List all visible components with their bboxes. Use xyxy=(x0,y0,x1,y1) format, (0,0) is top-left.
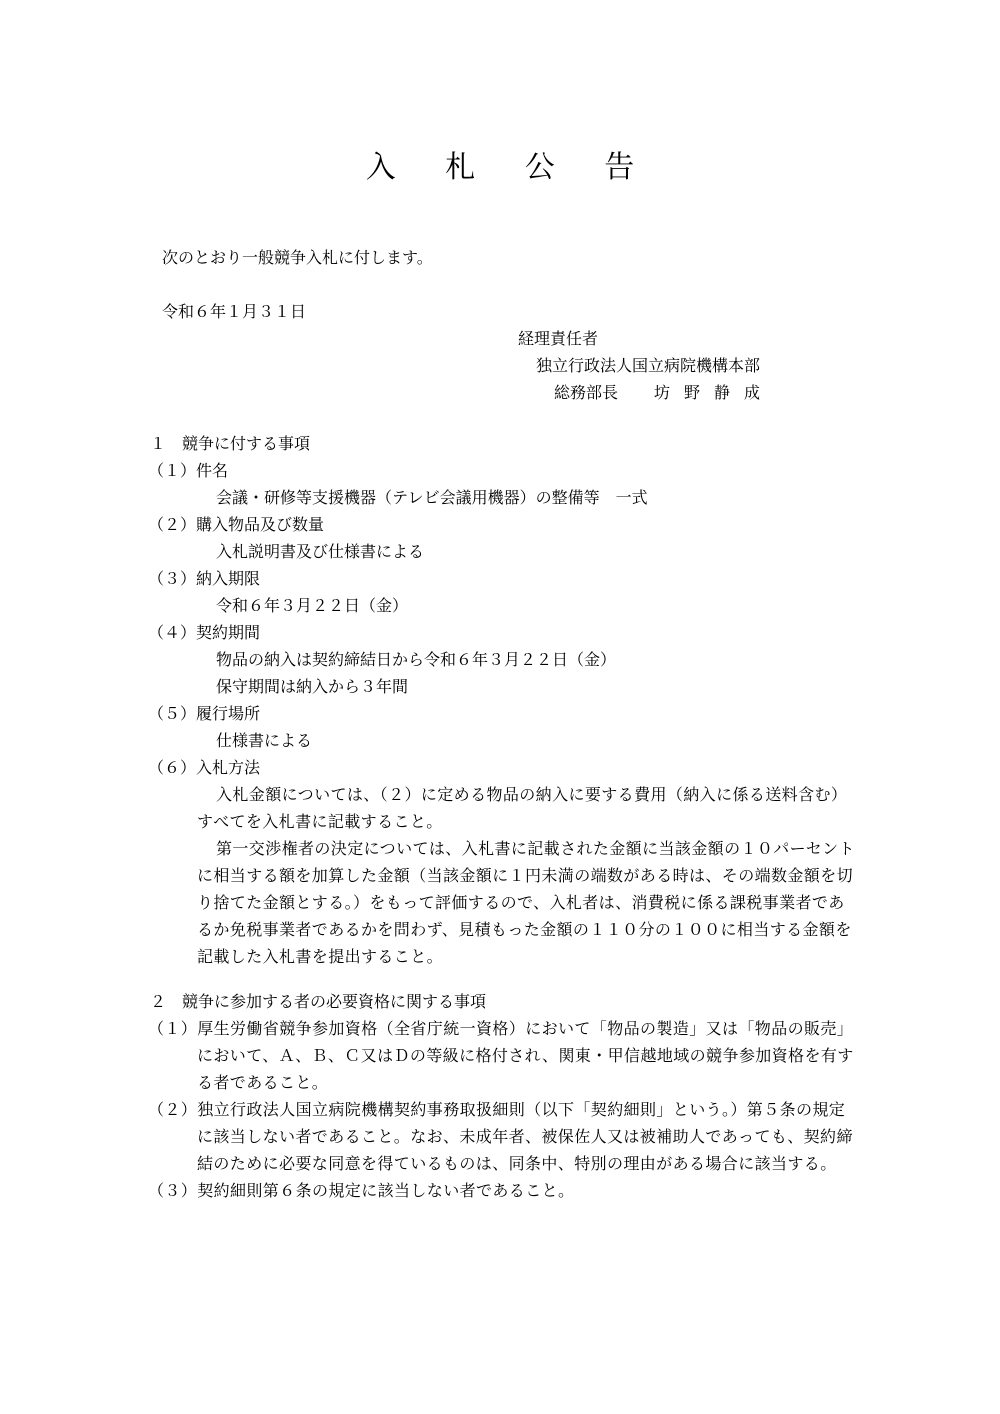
issuer-position: 総務部長 xyxy=(554,383,619,402)
section-1-heading: １ 競争に付する事項 xyxy=(150,434,311,453)
section-2-item-1: （１）厚生労働省競争参加資格（全省庁統一資格）において「物品の製造」又は「物品の販売」において、Ａ、Ｂ、Ｃ又はＤの等級に格付され、関東・甲信越地域の競争参加資格を有する者であること。 xyxy=(148,1019,854,1092)
section-2-item-2: （２）独立行政法人国立病院機構契約事務取扱細則（以下「契約細則」という。）第５条の規定に該当しない者であること。なお、未成年者、被保佐人又は被補助人であっても、契約締結のために必要な同意を得ているものは、同条中、特別の理由がある場合に該当する。 xyxy=(148,1100,853,1173)
issuer-organization: 独立行政法人国立病院機構本部 xyxy=(536,356,761,375)
item-6-paragraph-1: 入札金額については、（２）に定める物品の納入に要する費用（納入に係る送料含む）すべてを入札書に記載すること。 xyxy=(197,785,848,831)
section-2-heading: ２ 競争に参加する者の必要資格に関する事項 xyxy=(150,992,487,1011)
section-2-item-3: （３）契約細則第６条の規定に該当しない者であること。 xyxy=(148,1181,575,1200)
issuer-role: 経理責任者 xyxy=(518,329,599,348)
item-5-label: （５）履行場所 xyxy=(148,704,261,723)
section-1 xyxy=(148,430,868,970)
item-4-label: （４）契約期間 xyxy=(148,623,261,642)
section-2 xyxy=(148,988,868,1204)
item-6-paragraph-2: 第一交渉権者の決定については、入札書に記載された金額に当該金額の１０パーセントに相当する額を加算した金額（当該金額に１円未満の端数がある時は、その端数金額を切り捨てた金額とする。）をもって評価するので、入札者は、消費税に係る課税事業者であるか免税事業者であるかを問わず、見積もった金額の１１０分の１００に相当する金額を記載した入札書を提出すること。 xyxy=(197,839,855,966)
item-2-text: 入札説明書及び仕様書による xyxy=(216,542,425,561)
item-3-label: （３）納入期限 xyxy=(148,569,261,588)
item-1-text: 会議・研修等支援機器（テレビ会議用機器）の整備等 一式 xyxy=(216,488,648,507)
item-4-text-2: 保守期間は納入から３年間 xyxy=(216,677,409,696)
document-title: 入 札 公 告 xyxy=(365,150,655,185)
issuer-signature-line xyxy=(554,379,774,406)
item-5-text: 仕様書による xyxy=(216,731,313,750)
issuer-name: 坊野静成 xyxy=(654,383,775,402)
item-6-label: （６）入札方法 xyxy=(148,758,261,777)
item-3-text: 令和６年３月２２日（金） xyxy=(216,596,409,615)
item-4-text-1: 物品の納入は契約締結日から令和６年３月２２日（金） xyxy=(216,650,617,669)
notice-date: 令和６年１月３１日 xyxy=(162,302,307,321)
intro-text: 次のとおり一般競争入札に付します。 xyxy=(162,248,433,267)
item-1-label: （１）件名 xyxy=(148,461,229,480)
item-2-label: （２）購入物品及び数量 xyxy=(148,515,325,534)
